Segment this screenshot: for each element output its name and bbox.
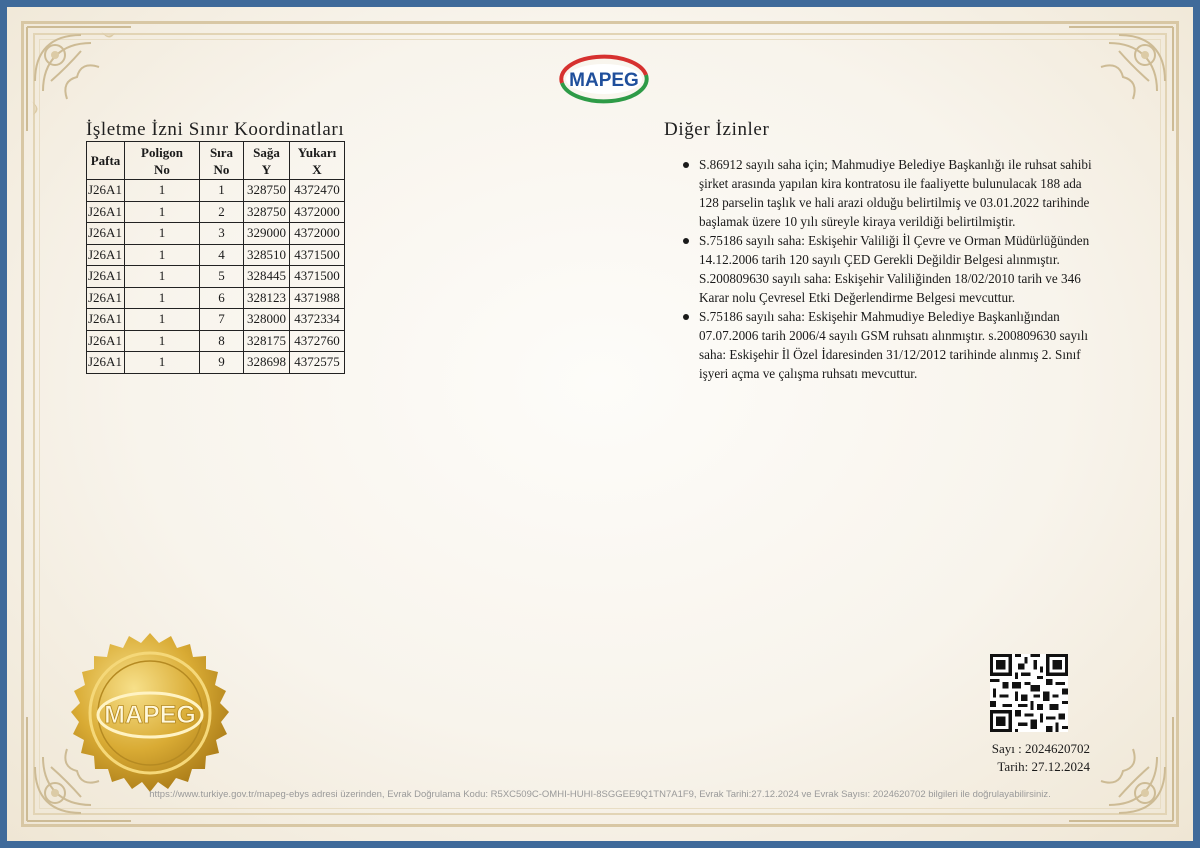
cell-pafta: J26A1 (87, 244, 125, 266)
column-header-saga: Sağa Y (244, 142, 290, 180)
cell-x: 4372470 (290, 180, 345, 202)
column-header-sira: Sıra No (200, 142, 244, 180)
list-item: S.86912 sayılı saha için; Mahmudiye Belediye Başkanlığı ile ruhsat sahibi şirket arasında yapılan kira kontratosu ile faaliyette bulunulacak 188 ada 128 parselin taşlık ve hali arazi olduğu belirtilmiş ve 03.01.2022 tarihinde başlamak üzere 10 yılı süreyle kiraya verildiği belirtilmiştir. (683, 155, 1103, 231)
coordinates-title: İşletme İzni Sınır Koordinatları (86, 119, 345, 140)
cell-poligon: 1 (125, 180, 200, 202)
cell-poligon: 1 (125, 330, 200, 352)
cell-sira: 5 (200, 266, 244, 288)
table-row (87, 180, 345, 202)
cell-sira: 9 (200, 352, 244, 374)
cell-y: 328445 (244, 266, 290, 288)
cell-pafta: J26A1 (87, 287, 125, 309)
cell-poligon: 1 (125, 352, 200, 374)
document-meta (970, 740, 1090, 776)
cell-y: 328000 (244, 309, 290, 331)
bullet-icon (683, 238, 689, 244)
table-row (87, 352, 345, 374)
cell-pafta: J26A1 (87, 330, 125, 352)
gold-seal-icon (65, 631, 235, 801)
document-date: Tarih: 27.12.2024 (997, 759, 1090, 774)
cell-y: 328698 (244, 352, 290, 374)
cell-pafta: J26A1 (87, 223, 125, 245)
table-row (87, 330, 345, 352)
table-row (87, 223, 345, 245)
cell-poligon: 1 (125, 266, 200, 288)
cell-x: 4372575 (290, 352, 345, 374)
other-permits-list (683, 155, 1103, 383)
column-header-pafta: Pafta (87, 142, 125, 180)
other-permits-title: Diğer İzinler (664, 119, 770, 140)
cell-x: 4372334 (290, 309, 345, 331)
cell-y: 328123 (244, 287, 290, 309)
certificate-page (7, 7, 1193, 841)
list-item: S.75186 sayılı saha: Eskişehir Valiliği İl Çevre ve Orman Müdürlüğünden 14.12.2006 tarih 120 sayılı ÇED Gerekli Değildir Belgesi alınmıştır. S.200809630 sayılı saha: Eskişehir Valiliğinden 18/02/2010 tarih ve 346 Karar nolu Çevresel Etki Değerlendirme Belgesi mevcuttur. (683, 231, 1103, 307)
corner-ornament-icon (1059, 21, 1179, 141)
cell-sira: 2 (200, 201, 244, 223)
cell-pafta: J26A1 (87, 266, 125, 288)
cell-sira: 6 (200, 287, 244, 309)
cell-poligon: 1 (125, 244, 200, 266)
column-header-poligon: Poligon No (125, 142, 200, 180)
verification-footer: https://www.turkiye.gov.tr/mapeg-ebys adresi üzerinden, Evrak Doğrulama Kodu: R5XC509C-OMHI-HUHI-8SGGEE9Q1TN7A1F9, Evrak Tarihi:27.12.2024 ve Evrak Sayısı: 2024620702 bilgileri ile doğrulayabilirsiniz. (149, 789, 1051, 800)
coordinates-table (86, 141, 345, 374)
svg-text:MAPEG: MAPEG (104, 701, 196, 729)
cell-sira: 1 (200, 180, 244, 202)
cell-pafta: J26A1 (87, 201, 125, 223)
table-row (87, 287, 345, 309)
cell-pafta: J26A1 (87, 352, 125, 374)
cell-sira: 8 (200, 330, 244, 352)
svg-text:MAPEG: MAPEG (569, 70, 639, 91)
cell-y: 328510 (244, 244, 290, 266)
cell-sira: 3 (200, 223, 244, 245)
cell-sira: 7 (200, 309, 244, 331)
cell-x: 4372000 (290, 201, 345, 223)
cell-poligon: 1 (125, 201, 200, 223)
table-row (87, 201, 345, 223)
cell-x: 4372000 (290, 223, 345, 245)
table-row (87, 309, 345, 331)
qr-code-icon (990, 654, 1068, 732)
cell-x: 4371988 (290, 287, 345, 309)
mapeg-logo (554, 53, 654, 105)
cell-x: 4371500 (290, 244, 345, 266)
cell-sira: 4 (200, 244, 244, 266)
cell-pafta: J26A1 (87, 309, 125, 331)
list-item: S.75186 sayılı saha: Eskişehir Mahmudiye Belediye Başkanlığından 07.07.2006 tarih 2006/4 sayılı GSM ruhsatı alınmıştır. s.200809630 sayılı saha: Eskişehir İl Özel İdaresinden 31/12/2012 tarihinde alınmış 2. Sınıf işyeri açma ve çalışma ruhsatı mevcuttur. (683, 307, 1103, 383)
bullet-icon (683, 314, 689, 320)
table-header-row (87, 142, 345, 180)
column-header-yukari: Yukarı X (290, 142, 345, 180)
cell-x: 4371500 (290, 266, 345, 288)
cell-y: 328750 (244, 180, 290, 202)
cell-poligon: 1 (125, 223, 200, 245)
cell-poligon: 1 (125, 309, 200, 331)
cell-y: 329000 (244, 223, 290, 245)
cell-y: 328750 (244, 201, 290, 223)
table-row (87, 266, 345, 288)
cell-pafta: J26A1 (87, 180, 125, 202)
bullet-icon (683, 162, 689, 168)
document-number: Sayı : 2024620702 (991, 741, 1090, 756)
cell-y: 328175 (244, 330, 290, 352)
cell-poligon: 1 (125, 287, 200, 309)
table-row (87, 244, 345, 266)
cell-x: 4372760 (290, 330, 345, 352)
